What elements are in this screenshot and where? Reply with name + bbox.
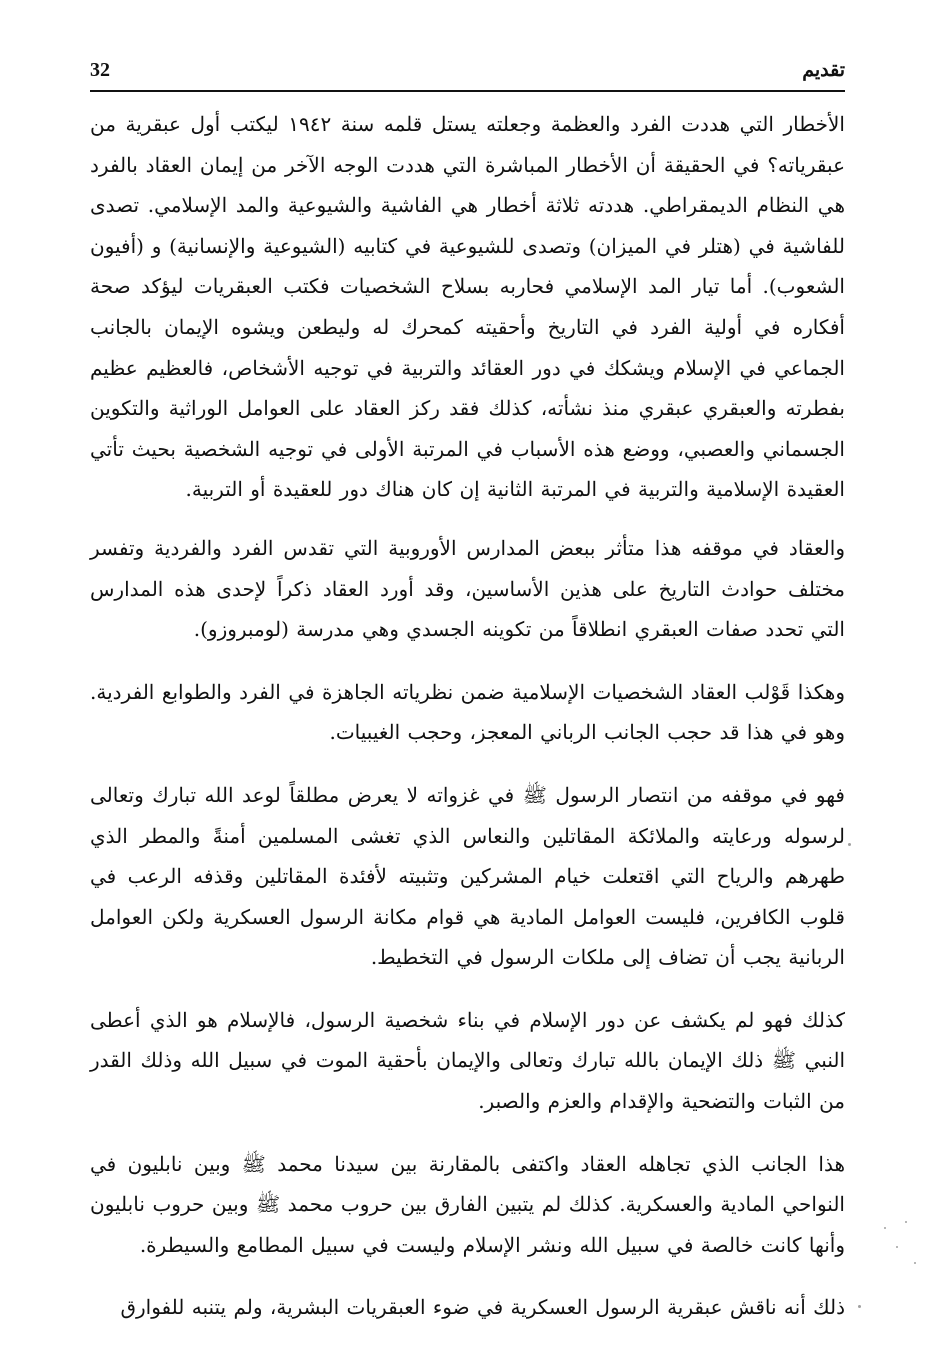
scan-speck: [896, 1246, 898, 1248]
running-title: تقديم: [802, 59, 845, 81]
scan-speck: [914, 1262, 916, 1264]
paragraph-5: كذلك فهو لم يكشف عن دور الإسلام في بناء شخصية الرسول، فالإسلام هو الذي أعطى النبي ﷺ ذلك الإيمان بالله تبارك وتعالى والإيمان بأحقية الموت في سبيل الله وذلك القدر من الثبات والتضحية والإقدام والعزم والصبر.: [90, 1007, 845, 1114]
paragraph-6: هذا الجانب الذي تجاهله العقاد واكتفى بالمقارنة بين سيدنا محمد ﷺ وبين نابليون في النواحي المادية والعسكرية. كذلك لم يتبين الفارق بين حروب محمد ﷺ وبين حروب نابليون وأنها كانت خالصة في سبيل الله ونشر الإسلام وليست في سبيل المطامع والسيطرة.: [90, 1151, 845, 1257]
scan-speck: [905, 1221, 907, 1223]
paragraph-7: ذلك أنه ناقش عبقرية الرسول العسكرية في ضوء العبقريات البشرية، ولم يتنبه للفوارق: [120, 1295, 845, 1320]
scan-speck: [884, 1227, 886, 1229]
scan-speck: [848, 843, 851, 846]
page-body-text: [90, 104, 845, 1350]
paragraph-3: وهكذا قَوْلب العقاد الشخصيات الإسلامية ضمن نظرياته الجاهزة في الفرد والطوابع الفردية. وهو في هذا قد حجب الجانب الرباني المعجز، وحجب الغيبيات.: [90, 679, 845, 745]
page-header: [90, 56, 845, 92]
page-number: 32: [90, 59, 110, 81]
paragraph-1: الأخطار التي هددت الفرد والعظمة وجعلته يستل قلمه سنة ١٩٤٢ ليكتب أول عبقرية من عبقرياته؟ في الحقيقة أن الأخطار المباشرة التي هددت الوجه الآخر من إيمان العقاد بالفرد هي النظام الديمقراطي. هددته ثلاثة أخطار هي الفاشية والشيوعية والمد الإسلامي. تصدى للفاشية في (هتلر في الميزان) وتصدى للشيوعية في كتابيه (الشيوعية والإنسانية) و (أفيون الشعوب). أما تيار المد الإسلامي فحاربه بسلاح الشخصيات فكتب العبقريات ليؤكد صحة أفكاره في أولية الفرد في التاريخ وأحقيته كمحرك له وليطعن ويشوه الإيمان بالجانب الجماعي في الإسلام ويشكك في دور العقائد والتربية في توجيه الأشخاص، فالعظيم عظيم بفطرته والعبقري عبقري منذ نشأته، كذلك فقد ركز العقاد على العوامل الوراثية والتكوين الجسماني والعصبي، ووضع هذه الأسباب في المرتبة الأولى في توجيه الشخصية بحيث تأتي العقيدة الإسلامية والتربية في المرتبة الثانية إن كان هناك دور للعقيدة أو التربية.: [90, 112, 845, 502]
paragraph-2: والعقاد في موقفه هذا متأثر ببعض المدارس الأوروبية التي تقدس الفرد والفردية وتفسر مختلف حوادث التاريخ على هذين الأساسين، وقد أورد العقاد ذكراً لإحدى هذه المدارس التي تحدد صفات العبقري انطلاقاً من تكوينه الجسدي وهي مدرسة (لومبروزو).: [90, 535, 845, 642]
paragraph-4: فهو في موقفه من انتصار الرسول ﷺ في غزواته لا يعرض مطلقاً لوعد الله تبارك وتعالى لرسوله ورعايته والملائكة المقاتلين والنعاس الذي تغشى المسلمين أمنةً والمطر الذي طهرهم والرياح التي اقتعلت خيام المشركين وتثبيته لأفئدة المقاتلين وقذفه الرعب في قلوب الكافرين، فليست العوامل المادية هي قوام مكانة الرسول العسكرية ولكن العوامل الربانية يجب أن تضاف إلى ملكات الرسول في التخطيط.: [90, 782, 845, 970]
scan-speck: [858, 1305, 861, 1308]
